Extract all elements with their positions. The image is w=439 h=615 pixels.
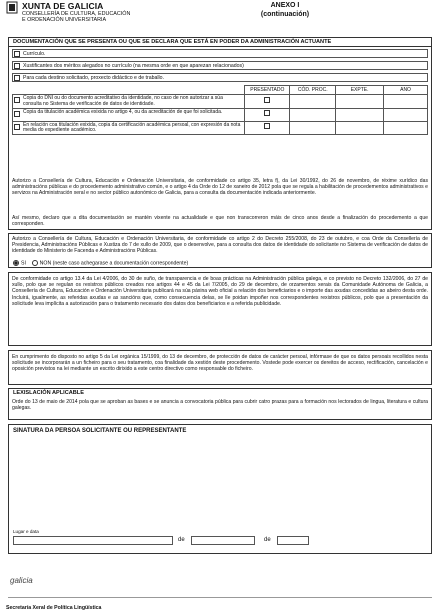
place-date-label: Lugar e data	[13, 529, 39, 534]
doc-checkbox-row	[12, 73, 428, 82]
privacy-text: En cumprimento do disposto no artigo 5 da Lei orgánica 15/1999, do 13 de decembro, de protección de datos de carácter persoal, infórmase de que os datos persoais recollidos nesta solicitude se incorporarán a un ficheiro para o seu tratamento, coa finalidade da xestión deste procedemento. Vostede pode exercer os dereitos de acceso, rectificación, cancelación e oposición previstos na lei mediante un escrito dirixido a este centro directivo como responsable do ficheiro.	[12, 354, 428, 373]
curriculum-checkbox[interactable]	[14, 51, 20, 57]
presented-checkbox[interactable]	[264, 97, 270, 103]
secretariat-name: Secretaría Xeral de Política Lingüística	[6, 605, 102, 611]
checkbox-label: Para cada destino solicitado, proxecto didáctico e de traballo.	[23, 75, 165, 81]
consent-no-label: NON (neste caso achegarase a documentación correspondente)	[39, 260, 189, 267]
place-input[interactable]	[13, 536, 173, 545]
month-input[interactable]	[191, 536, 255, 545]
table-row	[13, 108, 428, 121]
consent-no-radio[interactable]	[32, 260, 38, 266]
file-cell[interactable]	[336, 95, 384, 109]
row-description	[13, 108, 245, 121]
annex-heading	[250, 2, 320, 19]
page-header	[0, 0, 439, 30]
doc-checkbox-row	[12, 49, 428, 58]
doc-checkbox-row	[12, 61, 428, 70]
row-checkbox[interactable]	[14, 111, 20, 117]
checkbox-label: Xustificantes dos méritos alegados no currículo (na mesma orde en que aparezan relacionados)	[23, 63, 244, 69]
authorization-paragraph: Autorizo a Consellería de Cultura, Educación e Ordenación Universitaria, de conformidade co artigo 35, letra f), da Lei 30/1992, do 26 de novembro, de réxime xurídico das administracións públicas e do procedemento administrativo común, e o artigo 4 da Orde do 12 de xaneiro de 2012 pola que se regula a habilitación de procedementos administrativos e servizos na Administración xeral e no sector público autonómico de Galicia, para a consulta da documentación indicada anteriormente.	[12, 178, 428, 197]
date-separator: de	[178, 537, 185, 543]
proc-code-cell[interactable]	[290, 95, 336, 109]
xunta-logo-icon	[6, 1, 18, 14]
legislation-section	[8, 388, 432, 420]
column-header-file: EXPTE.	[336, 86, 384, 95]
column-header-year: ANO	[384, 86, 428, 95]
presented-cell[interactable]	[245, 108, 290, 121]
year-input[interactable]	[277, 536, 309, 545]
column-header-presented: PRESENTADO	[245, 86, 290, 95]
presented-cell[interactable]	[245, 95, 290, 109]
row-text: En relación coa titulación exixida, copia da certificación académica persoal, con expresión da nota media do expediente académico.	[23, 121, 241, 134]
documents-section-title: DOCUMENTACIÓN QUE SE PRESENTA OU QUE SE DECLARA QUE ESTÁ EN PODER DA ADMINISTRACIÓN ACTUANTE	[13, 39, 332, 45]
consent-options	[13, 260, 188, 266]
checkbox-label: Currículo.	[23, 51, 46, 57]
documents-table	[12, 85, 428, 135]
column-header-proc-code: CÓD. PROC.	[290, 86, 336, 95]
table-row	[13, 121, 428, 135]
validity-declaration: Así mesmo, declaro que a dita documentación se mantén vixente na actualidade e que non transcorreron máis de cinco anos desde a finalización do procedemento a que corresponden.	[12, 215, 428, 228]
department-name	[22, 11, 130, 23]
year-cell[interactable]	[384, 121, 428, 135]
year-cell[interactable]	[384, 108, 428, 121]
galicia-logo: galicia	[10, 576, 33, 585]
file-cell[interactable]	[336, 108, 384, 121]
project-checkbox[interactable]	[14, 75, 20, 81]
legislation-title: LEXISLACIÓN APLICABLE	[13, 390, 84, 396]
row-description	[13, 95, 245, 109]
brand-name: XUNTA DE GALICIA	[22, 1, 104, 11]
publicity-section	[8, 272, 432, 346]
publicity-text: De conformidade co artigo 13.4 da Lei 4/2006, do 30 de xuño, de transparencia e de boas prácticas na Administración pública galega, e co previsto no Decreto 132/2006, do 27 de xullo, polo que se regulan os rexistros públicos creados nos artigos 44 e 45 da Lei 7/2005, do 29 de decembro, de orzamentos xerais da Comunidade Autónoma de Galicia, a Consellería de Cultura, Educación e Ordenación Universitaria publicará na súa páxina web oficial a relación dos beneficiarios e o importe das axudas concedidas ao abeiro desta orde. Incluirá, igualmente, as referidas axudas e as sancións que, como consecuencia delas, se lle poidan impoñer nos correspondentes rexistros públicos, polo que a presentación da solicitude leva implícita a autorización para o tratamento necesario dos datos dos beneficiarios e a referida publicidade.	[12, 276, 428, 307]
row-text: Copia do DNI ou do documento acreditativo da identidade, no caso de non autorizar a súa consulta no Sistema de verificación de datos de identidade.	[23, 95, 223, 107]
row-text: Copia da titulación académica exixida no artigo 4, ou da acreditación de que foi solicitada.	[23, 108, 223, 115]
documents-section	[8, 37, 432, 230]
presented-cell[interactable]	[245, 121, 290, 135]
identity-consent-section	[8, 233, 432, 268]
divider	[9, 46, 431, 47]
row-description	[13, 121, 245, 135]
legislation-text: Orde do 13 de maio de 2014 pola que se aproban as bases e se anuncia a convocatoria pública para cubrir catro prazas para a formación nos lectorados de lingua, literatura e cultura galegas.	[12, 399, 428, 412]
consent-yes-label: SI	[21, 260, 26, 267]
proc-code-cell[interactable]	[290, 121, 336, 135]
presented-checkbox[interactable]	[264, 110, 270, 116]
table-header-blank	[13, 86, 245, 95]
annex-title: ANEXO I	[270, 2, 300, 9]
consent-yes-radio[interactable]	[13, 260, 19, 266]
footer-divider	[8, 597, 432, 598]
presented-checkbox[interactable]	[264, 123, 270, 129]
merits-checkbox[interactable]	[14, 63, 20, 69]
annex-subtitle: (continuación)	[260, 10, 310, 18]
year-cell[interactable]	[384, 95, 428, 109]
table-header-row	[13, 86, 428, 95]
signature-title: SINATURA DA PERSOA SOLICITANTE OU REPRESENTANTE	[13, 428, 187, 434]
file-cell[interactable]	[336, 121, 384, 135]
proc-code-cell[interactable]	[290, 108, 336, 121]
row-checkbox[interactable]	[14, 124, 20, 130]
consent-text: Autorizo a Consellería de Cultura, Educación e Ordenación Universitaria, de conformidade co artigo 2 do Decreto 255/2008, do 23 de outubro, e coa Orde da Consellería de Presidencia, Administracións Públicas e Xustiza do 7 de xullo de 2009, que o desenvolve, para a consulta dos datos de identidade do solicitante no Sistema de verificación de datos de identidade do Ministerio de Facenda e Administracións Públicas.	[12, 236, 428, 255]
department-line-2: E ORDENACIÓN UNIVERSITARIA	[22, 17, 107, 24]
date-separator: de	[264, 537, 271, 543]
privacy-section	[8, 350, 432, 385]
department-line-1: CONSELLERÍA DE CULTURA, EDUCACIÓN	[22, 11, 131, 17]
signature-section	[8, 424, 432, 554]
table-row	[13, 95, 428, 109]
row-checkbox[interactable]	[14, 97, 20, 103]
